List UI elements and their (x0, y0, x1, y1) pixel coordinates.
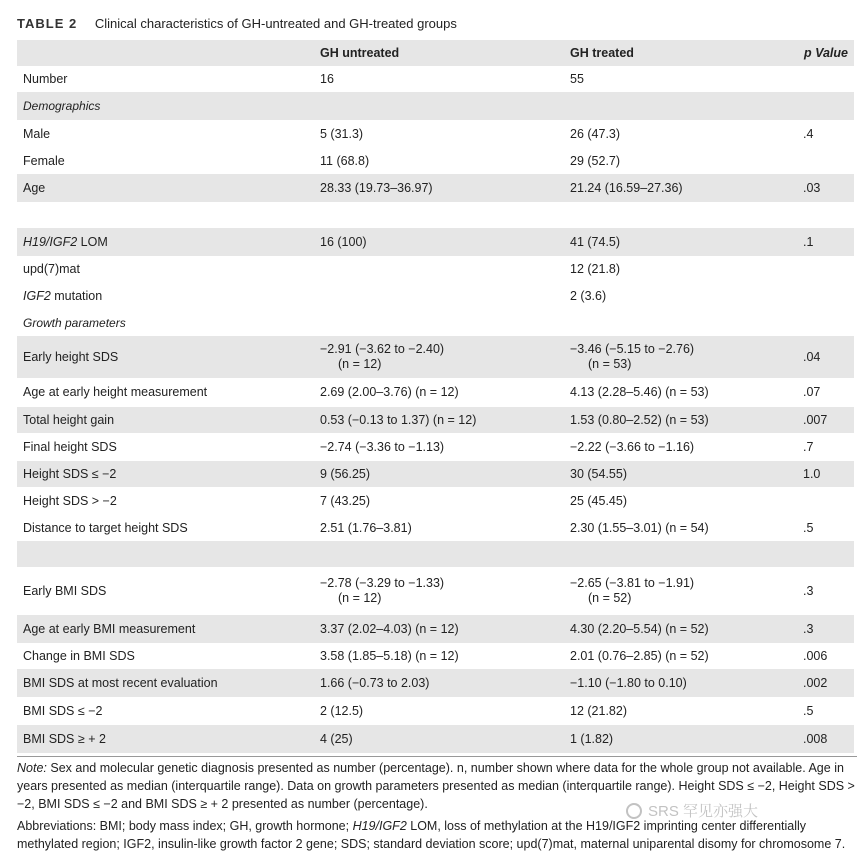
spacer-row (17, 541, 854, 567)
abbr-text-2: LOM, loss of methylation at the H19/IGF2 imprinting center differentially methylated region; IGF2, insulin-like growth factor 2 gene; SDS; standard deviation score; upd(7)mat, maternal uniparental disomy for chromosome 7. (17, 819, 846, 851)
cell-main: −2.65 (−3.81 to −1.91) (570, 576, 695, 590)
row-label-italic: H19/IGF2 (23, 234, 78, 249)
cell-treated: 2.01 (0.76–2.85) (n = 52) (570, 648, 709, 663)
note-label: Note: (17, 761, 47, 775)
table-row (17, 515, 854, 541)
table-row (17, 282, 854, 310)
table-row (17, 174, 854, 202)
table-row (17, 336, 854, 378)
section-label: Growth parameters (23, 315, 126, 330)
empty-cell (314, 202, 564, 228)
table-row (17, 378, 854, 407)
note-text: Sex and molecular genetic diagnosis presented as number (percentage). n, number shown where data for the whole group not available. Age in years presented as median (interquartile range). Data on growth parameters presented as median (interquartile range). Height SDS ≤ −2, Height SDS > −2, BMI SDS ≤ −2 and BMI SDS ≥ + 2 presented as number (percentage). (17, 761, 855, 811)
cell-treated: 30 (54.55) (564, 461, 797, 487)
table-row (17, 567, 854, 615)
row-label: Age at early height measurement (23, 385, 208, 399)
header-label (17, 40, 314, 66)
cell-p: .5 (803, 703, 814, 718)
row-label: BMI SDS ≥ + 2 (17, 725, 314, 753)
row-label: BMI SDS ≤ −2 (23, 703, 103, 718)
row-label: Change in BMI SDS (23, 648, 135, 663)
cell-untreated: 2.51 (1.76–3.81) (320, 520, 412, 535)
empty-cell (797, 92, 854, 120)
cell-treated: 2 (3.6) (570, 288, 607, 303)
cell-p (797, 66, 854, 92)
row-label (17, 282, 314, 310)
abbreviations-paragraph (17, 817, 857, 853)
table-row (17, 725, 854, 753)
cell-untreated (314, 282, 564, 310)
row-label-italic: IGF2 (23, 288, 51, 303)
cell-untreated: 16 (320, 71, 334, 86)
table-title: Clinical characteristics of GH-untreated and GH-treated groups (94, 16, 457, 31)
watermark-text: SRS 罕见亦强大 (648, 803, 759, 820)
empty-cell (797, 202, 854, 228)
row-label-rest: LOM (77, 234, 108, 249)
row-label: BMI SDS at most recent evaluation (17, 669, 314, 697)
empty-cell (314, 541, 564, 567)
row-label: Male (23, 126, 51, 141)
row-label: Early height SDS (17, 336, 314, 378)
clinical-characteristics-table (17, 40, 854, 753)
empty-cell (314, 310, 564, 336)
cell-treated: −1.10 (−1.80 to 0.10) (564, 669, 797, 697)
cell-treated: 4.13 (2.28–5.46) (n = 53) (570, 385, 709, 399)
empty-cell (564, 202, 797, 228)
wechat-icon (626, 803, 642, 819)
section-row-demographics (17, 92, 854, 120)
row-label: Total height gain (17, 407, 314, 433)
cell-p: .3 (797, 615, 854, 643)
cell-treated: −2.22 (−3.66 to −1.16) (570, 439, 695, 454)
section-row-growth-parameters (17, 310, 854, 336)
cell-p: .04 (797, 336, 854, 378)
row-label (17, 228, 314, 256)
cell-main: −2.91 (−3.62 to −2.40) (320, 342, 445, 356)
row-label: Age (17, 174, 314, 202)
table-row (17, 433, 854, 461)
cell-p: .008 (797, 725, 854, 753)
cell-untreated: 28.33 (19.73–36.97) (314, 174, 564, 202)
table-row (17, 615, 854, 643)
table-caption (17, 16, 457, 31)
cell-sub: (n = 12) (338, 591, 382, 605)
cell-treated: 12 (21.82) (570, 703, 627, 718)
cell-p: .006 (803, 648, 828, 663)
cell-treated: 55 (570, 71, 584, 86)
cell-untreated: 2.69 (2.00–3.76) (n = 12) (320, 385, 459, 399)
cell-treated (564, 336, 797, 378)
cell-p (797, 148, 854, 174)
table-row (17, 148, 854, 174)
row-label: Height SDS > −2 (23, 493, 117, 508)
cell-p: .03 (797, 174, 854, 202)
row-label: Final height SDS (23, 439, 117, 454)
table-row (17, 487, 854, 515)
table-row (17, 643, 854, 669)
header-p-value (797, 40, 854, 66)
table-row (17, 256, 854, 282)
cell-p: .07 (803, 385, 821, 399)
cell-untreated: 4 (25) (314, 725, 564, 753)
cell-treated: 29 (52.7) (570, 153, 621, 168)
table-row (17, 669, 854, 697)
cell-treated: 21.24 (16.59–27.36) (564, 174, 797, 202)
table-row (17, 407, 854, 433)
cell-p: .007 (797, 407, 854, 433)
table-row (17, 120, 854, 148)
cell-p: .1 (797, 228, 854, 256)
cell-untreated (314, 567, 564, 615)
cell-treated: 25 (45.45) (570, 493, 627, 508)
cell-treated: 1.53 (0.80–2.52) (n = 53) (564, 407, 797, 433)
header-gh-untreated: GH untreated (314, 40, 564, 66)
cell-untreated: 9 (56.25) (314, 461, 564, 487)
cell-untreated: 3.58 (1.85–5.18) (n = 12) (320, 648, 459, 663)
cell-p: .3 (803, 583, 814, 598)
table-label: TABLE 2 (17, 16, 78, 31)
cell-main: −2.78 (−3.29 to −1.33) (320, 576, 445, 590)
header-gh-treated: GH treated (564, 40, 797, 66)
row-label: upd(7)mat (23, 261, 80, 276)
table-row (17, 461, 854, 487)
table-row (17, 228, 854, 256)
abbr-italic: H19/IGF2 (352, 819, 407, 833)
cell-untreated: 7 (43.25) (320, 493, 371, 508)
row-label-rest: mutation (50, 288, 103, 303)
empty-cell (564, 541, 797, 567)
cell-sub: (n = 53) (588, 357, 632, 371)
empty-cell (797, 310, 854, 336)
cell-p: .7 (803, 439, 814, 454)
empty-cell (17, 202, 314, 228)
cell-p: .002 (797, 669, 854, 697)
header-p-value-text: p Value (804, 45, 848, 60)
cell-sub: (n = 52) (588, 591, 632, 605)
abbr-text-1: Abbreviations: BMI; body mass index; GH, growth hormone; (17, 819, 353, 833)
row-label: Female (23, 153, 65, 168)
spacer-row (17, 202, 854, 228)
empty-cell (564, 92, 797, 120)
cell-p (797, 282, 854, 310)
cell-p: .4 (803, 126, 814, 141)
cell-p: .5 (803, 520, 814, 535)
cell-untreated: 0.53 (−0.13 to 1.37) (n = 12) (314, 407, 564, 433)
cell-p (797, 487, 854, 515)
table-row (17, 697, 854, 725)
empty-cell (564, 310, 797, 336)
cell-p (797, 256, 854, 282)
cell-untreated (314, 256, 564, 282)
table-row (17, 66, 854, 92)
empty-cell (314, 92, 564, 120)
section-label: Demographics (17, 92, 314, 120)
empty-cell (17, 541, 314, 567)
cell-treated: 41 (74.5) (564, 228, 797, 256)
cell-untreated (314, 336, 564, 378)
table-header-row (17, 40, 854, 66)
empty-cell (797, 541, 854, 567)
cell-untreated: 1.66 (−0.73 to 2.03) (314, 669, 564, 697)
row-label: Number (23, 71, 68, 86)
cell-main: −3.46 (−5.15 to −2.76) (570, 342, 695, 356)
row-label: Height SDS ≤ −2 (17, 461, 314, 487)
cell-sub: (n = 12) (338, 357, 382, 371)
cell-untreated: 2 (12.5) (320, 703, 364, 718)
cell-untreated: 3.37 (2.02–4.03) (n = 12) (314, 615, 564, 643)
cell-treated: 2.30 (1.55–3.01) (n = 54) (570, 520, 709, 535)
cell-treated (564, 567, 797, 615)
row-label: Distance to target height SDS (23, 520, 188, 535)
cell-untreated: 11 (68.8) (320, 153, 370, 168)
watermark (626, 800, 758, 821)
cell-treated: 1 (1.82) (564, 725, 797, 753)
cell-treated: 4.30 (2.20–5.54) (n = 52) (564, 615, 797, 643)
cell-untreated: 5 (31.3) (320, 126, 364, 141)
cell-untreated: 16 (100) (314, 228, 564, 256)
row-label: Early BMI SDS (23, 583, 107, 598)
cell-untreated: −2.74 (−3.36 to −1.13) (320, 439, 445, 454)
cell-treated: 12 (21.8) (570, 261, 621, 276)
row-label: Age at early BMI measurement (17, 615, 314, 643)
cell-treated: 26 (47.3) (570, 126, 621, 141)
cell-p: 1.0 (797, 461, 854, 487)
